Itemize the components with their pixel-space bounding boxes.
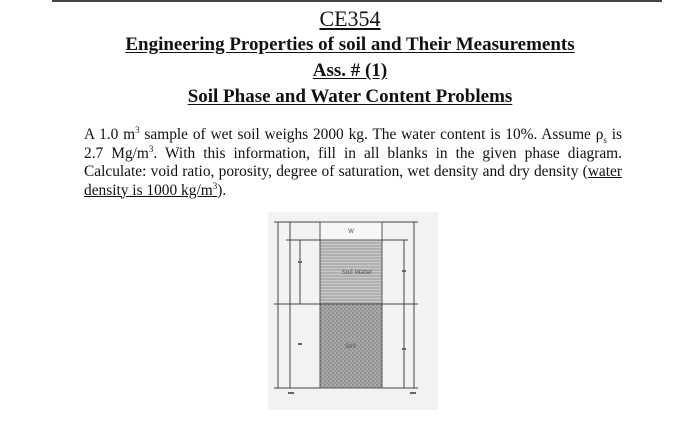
problem-sub-s: s [603, 135, 607, 146]
blank-marker-vw [298, 261, 302, 263]
phase-diagram [268, 212, 438, 410]
course-code: CE354 [319, 6, 381, 31]
blank-marker-v [288, 392, 294, 394]
problem-sup-3: 3 [212, 180, 218, 191]
water-phase-label: Soil Water [342, 269, 373, 276]
blank-marker-vs [298, 343, 302, 345]
top-rule [52, 0, 662, 2]
assignment-number: Ass. # (1) [312, 60, 388, 81]
problem-sup-1: 3 [135, 124, 140, 135]
phase-diagram-svg [268, 212, 438, 410]
problem-text-2: sample of wet soil weighs 2000 kg. The water content is 10%. Assume ρ [139, 126, 604, 143]
problem-text-5: water density is 1000 kg/m [84, 163, 622, 199]
problem-text-1: A 1.0 m [84, 126, 136, 143]
blank-marker-ms [402, 348, 406, 350]
air-phase-label: W [348, 228, 354, 235]
document-header [0, 6, 700, 110]
problem-text-6: ). [217, 181, 227, 199]
problem-statement [84, 126, 622, 200]
problem-sup-2: 3 [148, 143, 154, 154]
topic-title: Soil Phase and Water Content Problems [187, 86, 513, 107]
problem-text-4: . With this information, fill in all blanks in the given phase diagram. Calculate: void ratio, porosity, degree of saturation, wet density and dry density ( [84, 144, 623, 180]
blank-marker-mw [402, 270, 406, 272]
blank-marker-m [410, 392, 416, 394]
solid-phase-label: Soil [345, 343, 356, 350]
problem-text-3: is 2.7 Mg/m [84, 126, 622, 162]
subject-title: Engineering Properties of soil and Their Measurements [125, 34, 575, 55]
